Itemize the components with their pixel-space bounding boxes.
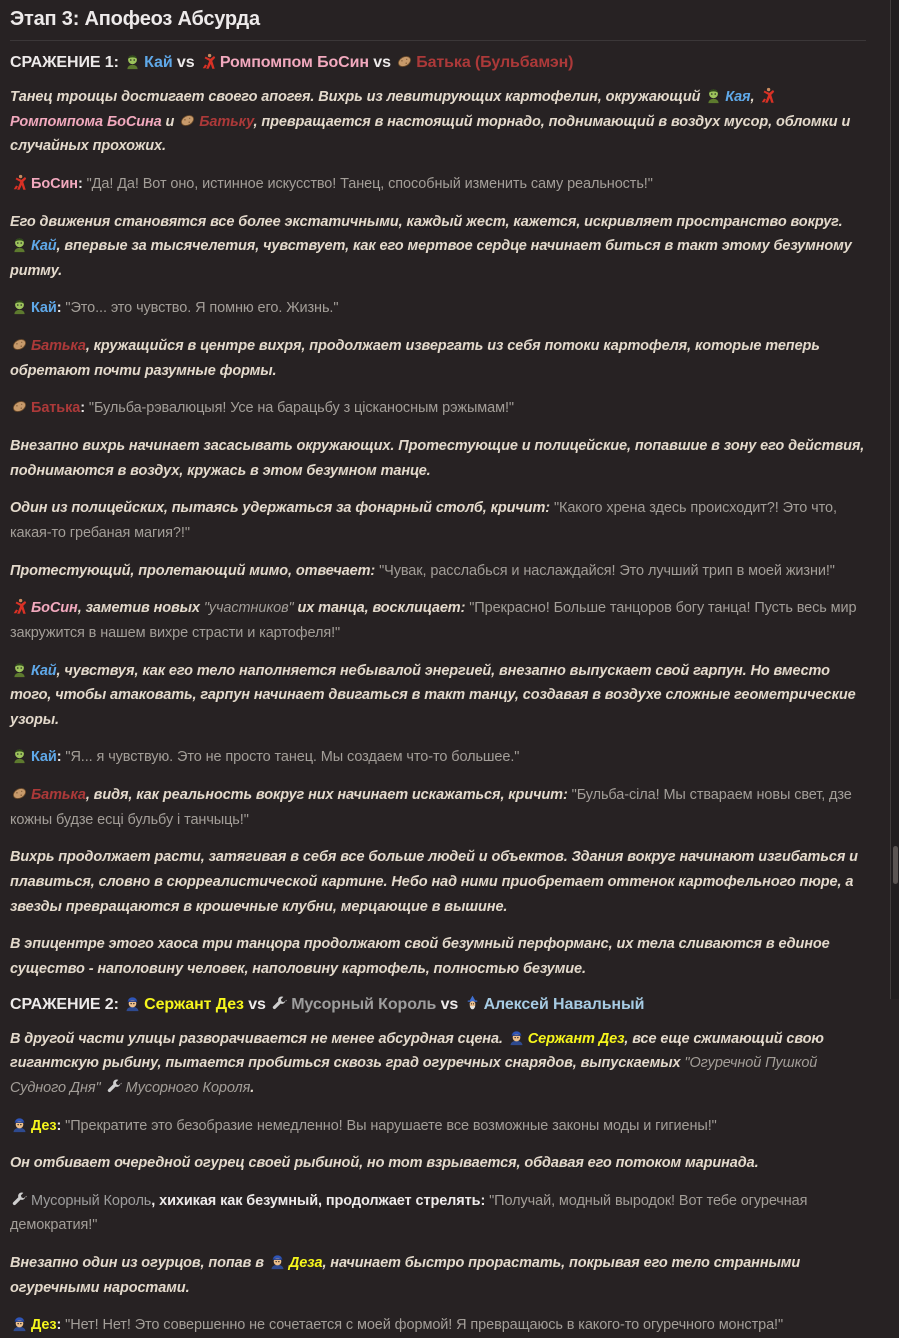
potato-icon	[179, 112, 196, 129]
text-segment: Мусорного Короля	[125, 1079, 251, 1096]
text-segment: Батьку	[199, 113, 254, 130]
dancer-icon	[11, 174, 28, 191]
text-segment: и	[161, 113, 179, 130]
text-segment: , заметив новых	[77, 600, 204, 617]
text-segment: Кая	[725, 89, 751, 105]
zombie-icon	[11, 236, 28, 253]
text-segment: :	[80, 400, 89, 417]
narration-paragraph	[10, 659, 866, 733]
dialogue-line	[10, 1114, 866, 1139]
text-segment: Мусорный Король	[291, 995, 437, 1013]
text-segment: В эпицентре этого хаоса три танцора продолжают свой безумный перформанс, их тела сливаются в единое существо - наполовину человек, наполовину картофель, полностью безумие.	[10, 936, 830, 977]
text-segment: "Я... я чувствую. Это не просто танец. Мы создаем что-то большее."	[65, 749, 520, 766]
text-segment: Вихрь продолжает расти, затягивая в себя все больше людей и объектов. Здания вокруг начинают изгибаться и плавиться, словно в сюрреалистической картине. Небо над ними приобретает оттенок картофельного пюре, а звезды превращаются в крошечные клубни, мерцающие в вышине.	[10, 849, 858, 915]
text-segment: Один из полицейских, пытаясь удержаться за фонарный столб, кричит:	[10, 500, 554, 517]
text-segment: "Это... это чувство. Я помню его. Жизнь."	[65, 300, 339, 317]
wrench-icon	[106, 1078, 123, 1095]
narration-paragraph	[10, 434, 866, 483]
zombie-icon	[11, 661, 28, 678]
text-segment: , кружащийся в центре вихря, продолжает извергать из себя потоки картофеля, которые теперь обретают почти разумные формы.	[10, 338, 820, 379]
text-segment: , превращается в настоящий торнадо, поднимающий в воздух мусор, обломки и случайных прохожих.	[10, 113, 851, 155]
dialogue-line	[10, 172, 866, 197]
potato-icon	[11, 785, 28, 802]
text-segment: Его движения становятся все более экстатичными, каждый жест, кажется, искривляет пространство вокруг.	[10, 213, 843, 230]
text-segment: "Бульба-сіла! Мы ствараем новы свет, дзе кожны будзе есці бульбу і танчыць!"	[10, 787, 852, 828]
text-segment: , впервые за тысячелетия, чувствует, как его мертвое сердце начинает биться в такт этому безумному ритму.	[10, 238, 852, 279]
narration-paragraph	[10, 845, 866, 919]
wizard-icon	[464, 995, 481, 1012]
text-segment: "участников"	[203, 600, 294, 617]
narration-dialogue-line	[10, 496, 866, 545]
text-segment: Он отбивает очередной огурец своей рыбиной, но тот взрывается, обдавая его потоком маринада.	[10, 1155, 759, 1172]
dialogue-line	[10, 396, 866, 421]
text-segment: :	[56, 749, 66, 766]
dancer-icon	[200, 53, 217, 70]
text-segment: Кай	[31, 300, 57, 317]
text-segment: Сержант Дез	[144, 995, 244, 1013]
dialogue-line	[10, 745, 866, 770]
text-segment: ,	[750, 89, 759, 105]
text-segment: Ромпомпом БоСин	[219, 54, 369, 71]
text-segment: "Да! Да! Вот оно, истинное искусство! Танец, способный изменить саму реальность!"	[86, 175, 653, 192]
text-segment: , видя, как реальность вокруг них начинает искажаться, кричит:	[85, 787, 572, 804]
text-segment: Дез	[31, 1317, 57, 1334]
text-segment: их танца, восклицает:	[293, 600, 470, 617]
text-segment: :	[56, 1117, 66, 1134]
text-segment: Танец троицы достигает своего апогея. Вихрь из левитирующих картофелин, окружающий	[10, 89, 705, 105]
police-icon	[11, 1315, 28, 1332]
wrench-icon	[271, 995, 288, 1012]
text-segment: .	[250, 1079, 255, 1096]
text-segment: Кай	[31, 749, 57, 766]
text-segment: СРАЖЕНИЕ 2:	[10, 995, 124, 1013]
potato-icon	[396, 53, 413, 70]
narration-dialogue-line	[10, 1189, 866, 1238]
battle-1-heading	[10, 53, 866, 72]
text-segment: , хихикая как безумный, продолжает стрелять:	[151, 1192, 490, 1209]
battle-2-heading	[10, 995, 866, 1014]
text-segment: "Получай, модный выродок! Вот тебе огуречная демократия!"	[10, 1192, 808, 1234]
text-segment: Сержант Дез	[527, 1030, 625, 1047]
text-segment: :	[77, 175, 87, 192]
text-segment: "Прекратите это безобразие немедленно! Вы нарушаете все возможные законы моды и гигиены!"	[65, 1117, 717, 1134]
narration-dialogue-line	[10, 596, 866, 645]
narration-dialogue-line	[10, 559, 866, 584]
text-segment: Внезапно один из огурцов, попав в	[10, 1255, 268, 1272]
narration-dialogue-line	[10, 783, 866, 832]
narration-paragraph	[10, 1027, 866, 1101]
text-segment: "Чувак, расслабься и наслаждайся! Это лучший трип в моей жизни!"	[379, 562, 835, 579]
text-segment: БоСин	[31, 175, 78, 192]
stage-title: Этап 3: Апофеоз Абсурда	[10, 8, 866, 41]
dancer-icon	[11, 598, 28, 615]
text-segment: Мусорный Король	[31, 1192, 152, 1209]
scrollbar-track[interactable]	[890, 0, 899, 999]
text-segment: Кай	[144, 54, 173, 71]
zombie-icon	[705, 87, 722, 104]
text-segment: Деза	[288, 1255, 323, 1272]
text-segment: Алексей Навальный	[483, 995, 645, 1013]
wrench-icon	[11, 1191, 28, 1208]
text-segment: "Какого хрена здесь происходит?! Это что, какая-то гребаная магия?!"	[10, 500, 837, 541]
text-segment: , все еще сжимающий свою гигантскую рыбину, пытается пробиться сквозь град огуречных снарядов, выпускаемых	[10, 1030, 824, 1072]
text-segment: "Бульба-рэвалюцыя! Усе на барацьбу з цісканосным рэжымам!"	[88, 400, 514, 417]
dialogue-line	[10, 296, 866, 321]
narration-paragraph	[10, 932, 866, 981]
text-segment: Кай	[31, 238, 57, 255]
zombie-icon	[11, 747, 28, 764]
text-segment: Батька	[31, 400, 81, 417]
potato-icon	[11, 336, 28, 353]
narration-paragraph	[10, 1151, 866, 1176]
narration-paragraph	[10, 334, 866, 383]
text-segment: Батька	[31, 338, 86, 355]
text-segment: vs	[368, 54, 396, 71]
text-segment: , чувствуя, как его тело наполняется небывалой энергией, внезапно выпускает свой гарпун. Но вместо того, чтобы атаковать, гарпун начинает двигаться в такт танцу, создавая в воздухе сложные геометрические узоры.	[10, 662, 856, 728]
police-icon	[269, 1253, 286, 1270]
police-icon	[124, 995, 141, 1012]
text-segment: В другой части улицы разворачивается не менее абсурдная сцена.	[10, 1030, 507, 1047]
dancer-icon	[759, 87, 776, 104]
text-segment: vs	[436, 995, 463, 1013]
dialogue-line	[10, 1313, 866, 1338]
text-segment: Батька	[31, 787, 86, 804]
text-segment: Батька (Бульбамэн)	[416, 54, 574, 71]
zombie-icon	[124, 53, 141, 70]
text-segment: :	[56, 1317, 66, 1334]
text-segment: "Нет! Нет! Это совершенно не сочетается с моей формой! Я превращаюсь в какого-то огуречного монстра!"	[65, 1317, 784, 1334]
text-segment: vs	[172, 54, 199, 71]
narration-paragraph	[10, 1251, 866, 1300]
text-segment: "Огуречной Пушкой Судного Дня"	[10, 1055, 818, 1096]
text-segment: Ромпомпома БоСина	[10, 113, 162, 130]
narration-paragraph	[10, 210, 866, 284]
narration-paragraph	[10, 85, 866, 159]
police-icon	[508, 1029, 525, 1046]
potato-icon	[11, 398, 28, 415]
story-body	[10, 53, 866, 1338]
text-segment: Кай	[31, 662, 57, 679]
scrollbar-thumb[interactable]	[893, 846, 898, 884]
zombie-icon	[11, 298, 28, 315]
text-segment: vs	[243, 995, 271, 1013]
text-segment: Дез	[31, 1117, 57, 1134]
text-segment: СРАЖЕНИЕ 1:	[10, 54, 124, 71]
police-icon	[11, 1116, 28, 1133]
text-segment: Протестующий, пролетающий мимо, отвечает:	[10, 562, 380, 579]
text-segment: БоСин	[31, 600, 78, 617]
text-segment: :	[56, 300, 66, 317]
text-segment: "Прекрасно! Больше танцоров богу танца! Пусть весь мир закружится в нашем вихре страсти и картофеля!"	[10, 600, 857, 641]
text-segment: Внезапно вихрь начинает засасывать окружающих. Протестующие и полицейские, попавшие в зону его действия, поднимаются в воздух, кружась в этом безумном танце.	[10, 438, 865, 479]
text-segment: , начинает быстро прорастать, покрывая его тело странными огуречными наростами.	[10, 1255, 801, 1296]
